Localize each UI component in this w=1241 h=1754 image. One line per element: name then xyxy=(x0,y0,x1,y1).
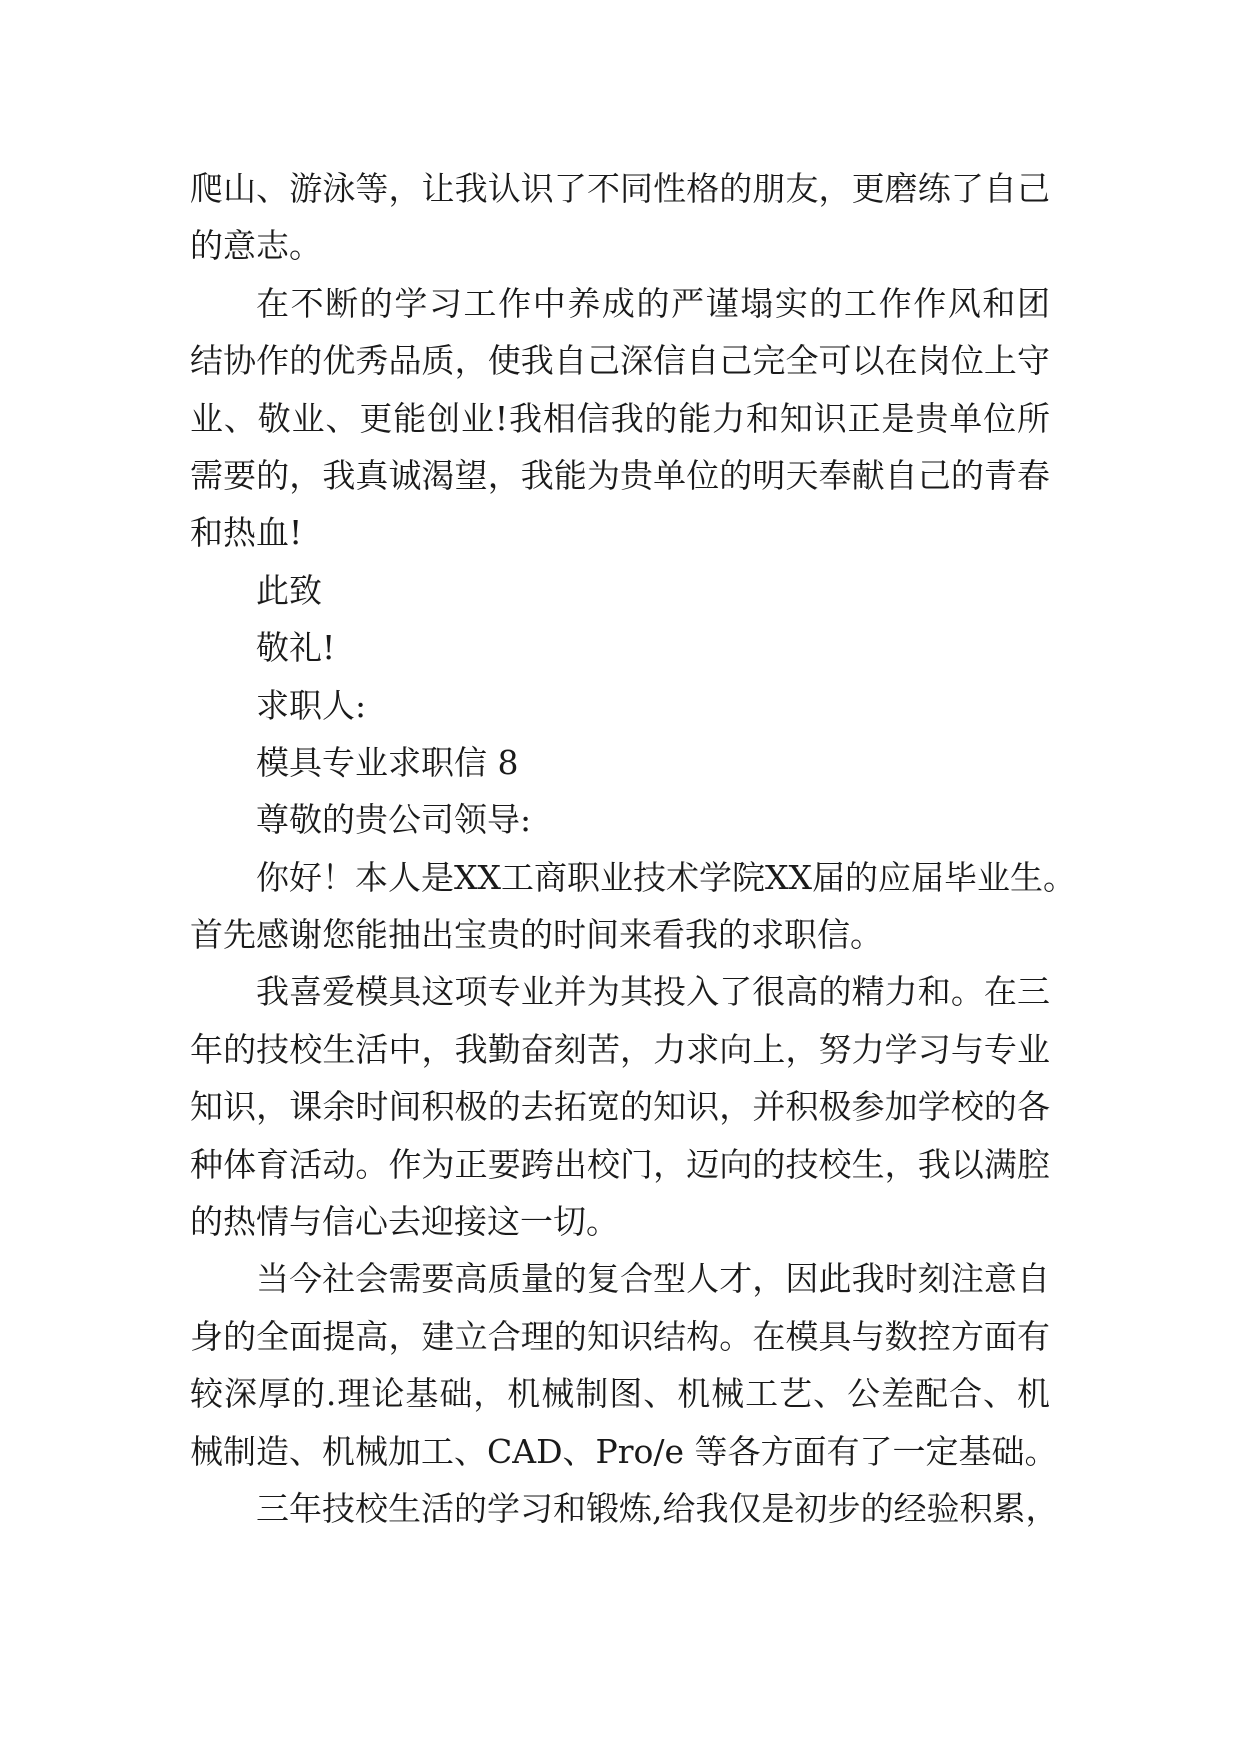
text-line: 首先感谢您能抽出宝贵的时间来看我的求职信。 xyxy=(190,915,883,955)
text-line: 需要的，我真诚渴望，我能为贵单位的明天奉献自己的青春 xyxy=(190,455,1050,495)
text-line: 业、敬业、更能创业!我相信我的能力和知识正是贵单位所 xyxy=(190,398,1050,438)
salutation-line: 尊敬的贵公司领导: xyxy=(256,800,532,840)
signature-line: 求职人: xyxy=(256,685,367,725)
closing-line: 敬礼! xyxy=(256,628,336,668)
text-line: 知识，课余时间积极的去拓宽的知识，并积极参加学校的各 xyxy=(190,1087,1050,1127)
text-line: 年的技校生活中，我勤奋刻苦，力求向上，努力学习与专业 xyxy=(190,1029,1050,1069)
text-line: 的热情与信心去迎接这一切。 xyxy=(190,1202,619,1242)
text-line: 种体育活动。作为正要跨出校门，迈向的技校生，我以满腔 xyxy=(190,1144,1050,1184)
text-line: 爬山、游泳等，让我认识了不同性格的朋友，更磨练了自己 xyxy=(190,169,1050,208)
document-body xyxy=(190,160,1076,1537)
text-line: 和热血! xyxy=(190,513,303,553)
text-line: 三年技校生活的学习和锻炼,给我仅是初步的经验积累， xyxy=(256,1488,1059,1528)
text-line: 的意志。 xyxy=(190,226,322,266)
text-line: 当今社会需要高质量的复合型人才，因此我时刻注意自 xyxy=(256,1259,1050,1299)
text-line: 结协作的优秀品质，使我自己深信自己完全可以在岗位上守 xyxy=(190,341,1050,381)
text-line: 你好！本人是XX工商职业技术学院XX届的应届毕业生。 xyxy=(256,857,1076,897)
text-line: 在不断的学习工作中养成的严谨塌实的工作作风和团 xyxy=(256,283,1050,323)
text-line: 身的全面提高，建立合理的知识结构。在模具与数控方面有 xyxy=(190,1316,1050,1356)
section-title: 模具专业求职信 8 xyxy=(256,742,519,782)
text-line: 较深厚的.理论基础，机械制图、机械工艺、公差配合、机 xyxy=(190,1374,1050,1414)
closing-line: 此致 xyxy=(256,570,322,610)
text-line: 械制造、机械加工、CAD、Pro/e 等各方面有了一定基础。 xyxy=(190,1431,1058,1471)
text-line: 我喜爱模具这项专业并为其投入了很高的精力和。在三 xyxy=(256,972,1050,1012)
